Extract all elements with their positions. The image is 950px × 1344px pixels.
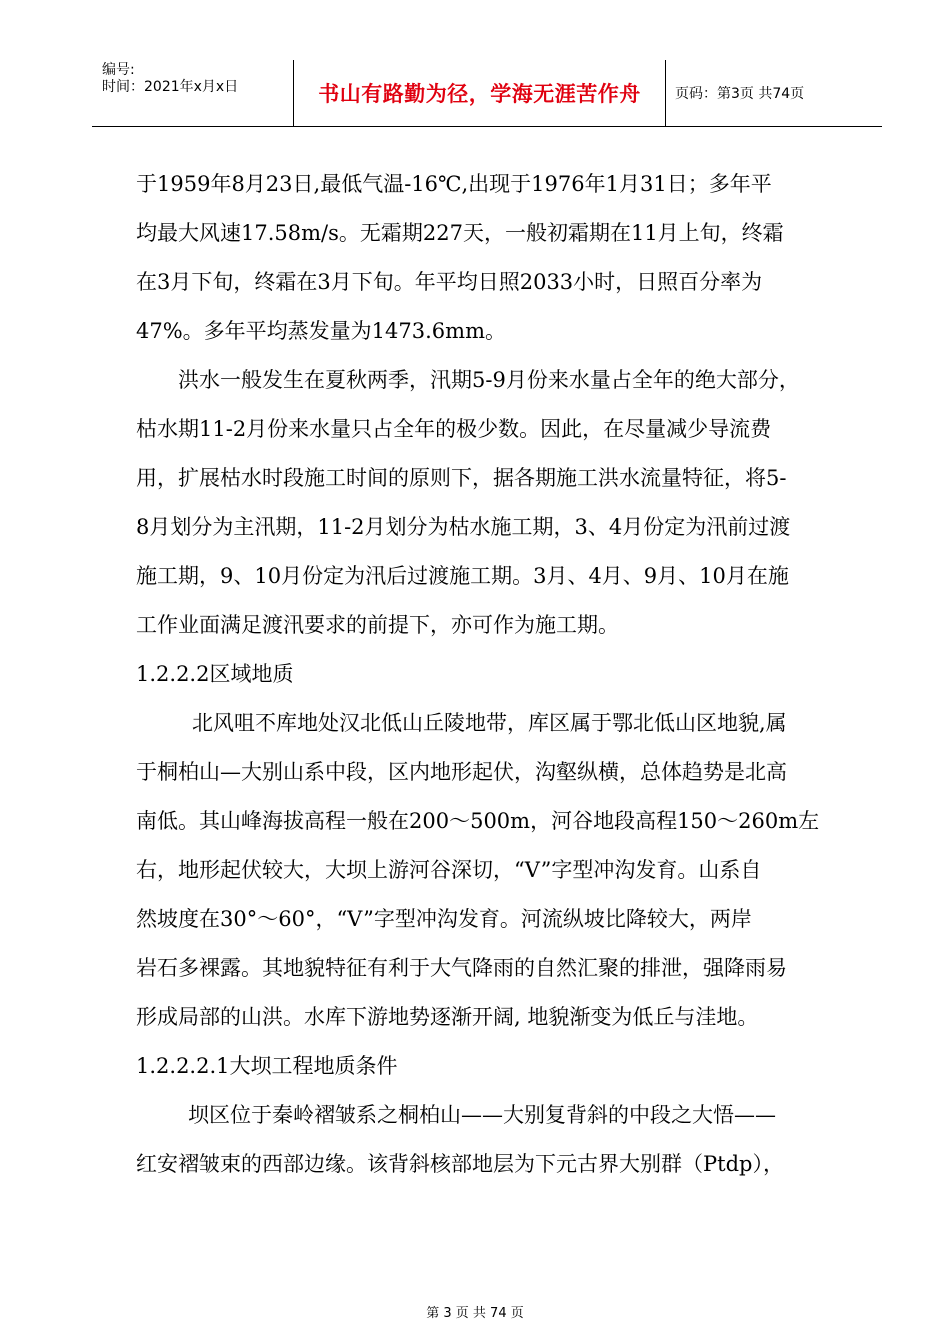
document-body bbox=[136, 160, 836, 1189]
text-line: 南低。其山峰海拔高程一般在200～500m，河谷地段高程150～260m左 bbox=[136, 809, 820, 833]
time-label: 时间：2021年x月x日 bbox=[102, 79, 239, 95]
header-motto: 书山有路勤为径，学海无涯苦作舟 bbox=[318, 82, 641, 106]
text-line: 形成局部的山洪。水库下游地势逐渐开阔, 地貌渐变为低丘与洼地。 bbox=[136, 1005, 759, 1029]
text-line: 红安褶皱束的西部边缘。该背斜核部地层为下元古界大别群（Ptdp）， bbox=[136, 1152, 784, 1176]
paragraph-first-line: 北风咀不库地处汉北低山丘陵地带，库区属于鄂北低山区地貌,属 bbox=[192, 711, 787, 735]
header-meta bbox=[92, 60, 292, 126]
text-line: 用，扩展枯水时段施工时间的原则下，据各期施工洪水流量特征，将5- bbox=[136, 466, 787, 490]
text-line: 47%。多年平均蒸发量为1473.6mm。 bbox=[136, 319, 506, 343]
page-footer: 第 3 页 共 74 页 bbox=[426, 1306, 524, 1321]
header-page-info: 页码：第3页 共74页 bbox=[675, 86, 805, 102]
text-line: 然坡度在30°～60°，“V”字型冲沟发育。河流纵坡比降较大，两岸 bbox=[136, 907, 752, 931]
text-line: 右，地形起伏较大，大坝上游河谷深切，“V”字型冲沟发育。山系自 bbox=[136, 858, 762, 882]
text-line: 于1959年8月23日,最低气温-16℃,出现于1976年1月31日；多年平 bbox=[136, 172, 772, 196]
text-line: 8月划分为主汛期，11-2月划分为枯水施工期，3、4月份定为汛前过渡 bbox=[136, 515, 791, 539]
header-divider bbox=[665, 60, 666, 126]
text-line: 施工期，9、10月份定为汛后过渡施工期。3月、4月、9月、10月在施 bbox=[136, 564, 789, 588]
text-line: 在3月下旬，终霜在3月下旬。年平均日照2033小时，日照百分率为 bbox=[136, 270, 763, 294]
document-header bbox=[92, 60, 882, 127]
text-line: 岩石多裸露。其地貌特征有利于大气降雨的自然汇聚的排泄，强降雨易 bbox=[136, 956, 787, 980]
section-heading: 1.2.2.2区域地质 bbox=[136, 662, 294, 686]
text-line: 于桐柏山—大别山系中段，区内地形起伏，沟壑纵横，总体趋势是北高 bbox=[136, 760, 787, 784]
section-heading: 1.2.2.2.1大坝工程地质条件 bbox=[136, 1054, 398, 1078]
paragraph-first-line: 坝区位于秦岭褶皱系之桐柏山——大别复背斜的中段之大悟—— bbox=[188, 1103, 776, 1127]
number-label: 编号: bbox=[102, 62, 135, 78]
paragraph-first-line: 洪水一般发生在夏秋两季，汛期5-9月份来水量占全年的绝大部分， bbox=[178, 368, 800, 392]
text-line: 工作业面满足渡汛要求的前提下，亦可作为施工期。 bbox=[136, 613, 619, 637]
text-line: 均最大风速17.58m/s。无霜期227天，一般初霜期在11月上旬，终霜 bbox=[136, 221, 784, 245]
text-line: 枯水期11-2月份来水量只占全年的极少数。因此，在尽量减少导流费 bbox=[136, 417, 772, 441]
